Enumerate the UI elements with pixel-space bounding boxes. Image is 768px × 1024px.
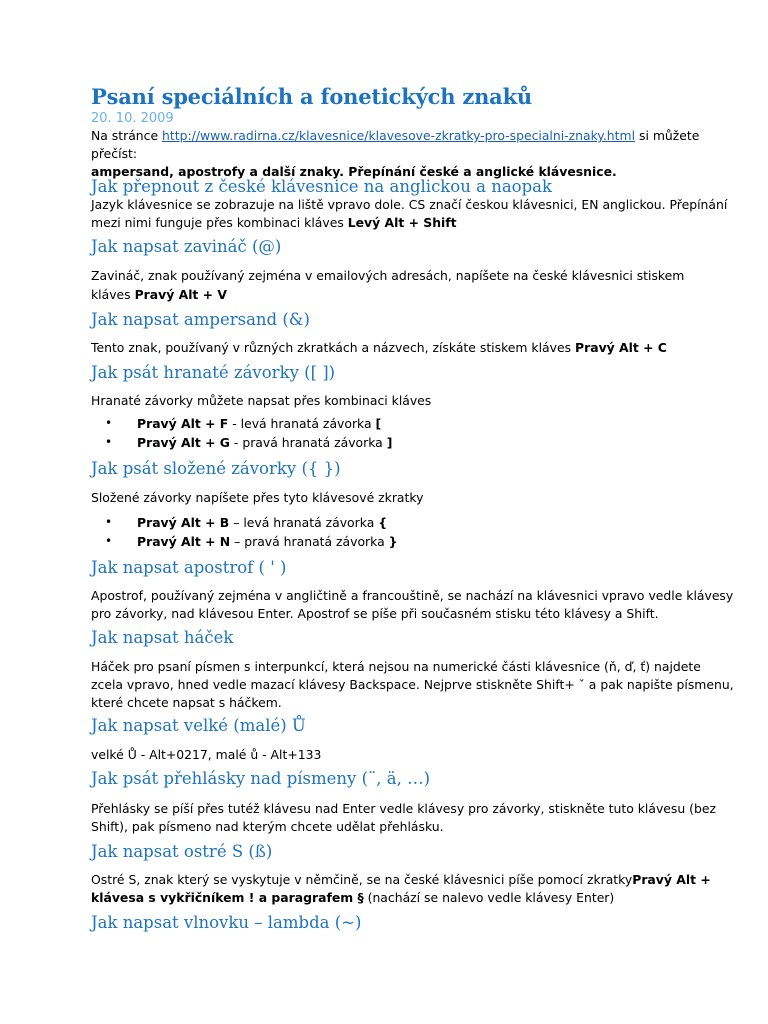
heading-umlaut: Jak psát přehlásky nad písmeny (¨, ä, …)	[91, 769, 431, 788]
item-desc: – pravá hranatá závorka	[234, 534, 385, 549]
item-symbol: }	[388, 534, 398, 549]
item-symbol: ]	[386, 435, 393, 450]
heading-apostrophe: Jak napsat apostrof ( ' )	[91, 558, 287, 577]
list-item	[105, 433, 392, 452]
heading-tilde: Jak napsat vlnovku – lambda (~)	[91, 913, 362, 932]
square-brackets-list	[105, 414, 392, 452]
eszett-note: (nachází se nalevo vedle klávesy Enter)	[367, 890, 615, 905]
apostrophe-text-2: pro závorky, nad klávesou Enter. Apostrof se píše při současném stisku této klávesy a Shift.	[91, 606, 659, 621]
u-ring-text: velké Ů - Alt+0217, malé ů - Alt+133	[91, 747, 322, 762]
umlaut-text-2: Shift), pak písmeno nad kterým chcete udělat přehlásku.	[91, 819, 444, 834]
intro-line-2: přečíst:	[91, 146, 138, 161]
eszett-text-1	[91, 870, 711, 889]
heading-at-sign: Jak napsat zavináč (@)	[91, 237, 282, 256]
eszett-text-2	[91, 888, 614, 907]
list-item	[105, 513, 398, 532]
heading-ampersand: Jak napsat ampersand (&)	[91, 310, 310, 329]
switch-keyboard-desc: mezi nimi funguje přes kombinaci kláves	[91, 215, 344, 230]
heading-eszett: Jak napsat ostré S (ß)	[91, 842, 273, 861]
hacek-text-2: zcela vpravo, hned vedle mazací klávesy Backspace. Nejprve stiskněte Shift+ ˇ a pak napište písmenu,	[91, 677, 734, 692]
item-desc: - pravá hranatá závorka	[233, 435, 383, 450]
apostrophe-text-1: Apostrof, používaný zejména v angličtině a francouštině, se nachází na klávesnici vpravo vedle klávesy	[91, 588, 734, 603]
at-sign-text-1: Zavináč, znak používaný zejména v emailových adresách, napíšete na české klávesnici stiskem	[91, 268, 685, 283]
ampersand-keys: Pravý Alt + C	[575, 340, 667, 355]
item-symbol: {	[378, 515, 388, 530]
switch-keyboard-keys: Levý Alt + Shift	[347, 215, 457, 230]
source-link[interactable]: http://www.radirna.cz/klavesnice/klavesove-zkratky-pro-specialni-znaky.html	[162, 128, 636, 143]
heading-square-brackets: Jak psát hranaté závorky ([ ])	[91, 363, 336, 382]
eszett-desc: Ostré S, znak který se vyskytuje v němčině, se na české klávesnici píše pomocí zkratky	[91, 872, 633, 887]
item-symbol: [	[375, 416, 382, 431]
key-combo: Pravý Alt + G	[137, 435, 230, 450]
curly-braces-text: Složené závorky napíšete přes tyto klávesové zkratky	[91, 490, 424, 505]
hacek-text-3: které chcete napsat s háčkem.	[91, 695, 282, 710]
intro-prefix: Na stránce	[91, 128, 159, 143]
intro-suffix: si můžete	[639, 128, 700, 143]
item-desc: – levá hranatá závorka	[233, 515, 375, 530]
at-sign-text-2	[91, 285, 227, 304]
key-combo: Pravý Alt + F	[137, 416, 229, 431]
umlaut-text-1: Přehlásky se píší přes tutéž klávesu nad Enter vedle klávesy pro závorky, stiskněte tuto klávesu (bez	[91, 801, 716, 816]
at-sign-keys: Pravý Alt + V	[134, 287, 227, 302]
at-sign-desc: kláves	[91, 287, 131, 302]
switch-keyboard-text-1: Jazyk klávesnice se zobrazuje na liště vpravo dole. CS značí českou klávesnici, EN anglickou. Přepínání	[91, 197, 728, 212]
heading-switch-keyboard: Jak přepnout z české klávesnice na anglickou a naopak	[91, 177, 552, 196]
publication-date: 20. 10. 2009	[91, 111, 174, 126]
square-brackets-text: Hranaté závorky můžete napsat přes kombinaci kláves	[91, 393, 432, 408]
heading-hacek: Jak napsat háček	[91, 628, 234, 647]
list-item	[105, 532, 398, 551]
hacek-text-1: Háček pro psaní písmen s interpunkcí, která nejsou na numerické části klávesnice (ň, ď, ť) najdete	[91, 659, 701, 674]
eszett-keys-2: klávesa s vykřičníkem ! a paragrafem §	[91, 890, 364, 905]
intro-bold-text: ampersand, apostrofy a další znaky. Přepínání české a anglické klávesnice.	[91, 164, 617, 179]
item-desc: - levá hranatá závorka	[232, 416, 372, 431]
key-combo: Pravý Alt + N	[137, 534, 231, 549]
key-combo: Pravý Alt + B	[137, 515, 230, 530]
eszett-keys-1: Pravý Alt +	[632, 872, 711, 887]
heading-curly-braces: Jak psát složené závorky ({ })	[91, 459, 341, 478]
intro-line	[91, 126, 699, 145]
ampersand-text	[91, 338, 667, 357]
curly-braces-list	[105, 513, 398, 551]
ampersand-desc: Tento znak, používaný v různých zkratkách a názvech, získáte stiskem kláves	[91, 340, 572, 355]
switch-keyboard-text-2	[91, 213, 457, 232]
heading-u-ring: Jak napsat velké (malé) Ů	[91, 716, 306, 735]
list-item	[105, 414, 392, 433]
page-title: Psaní speciálních a fonetických znaků	[91, 84, 532, 109]
